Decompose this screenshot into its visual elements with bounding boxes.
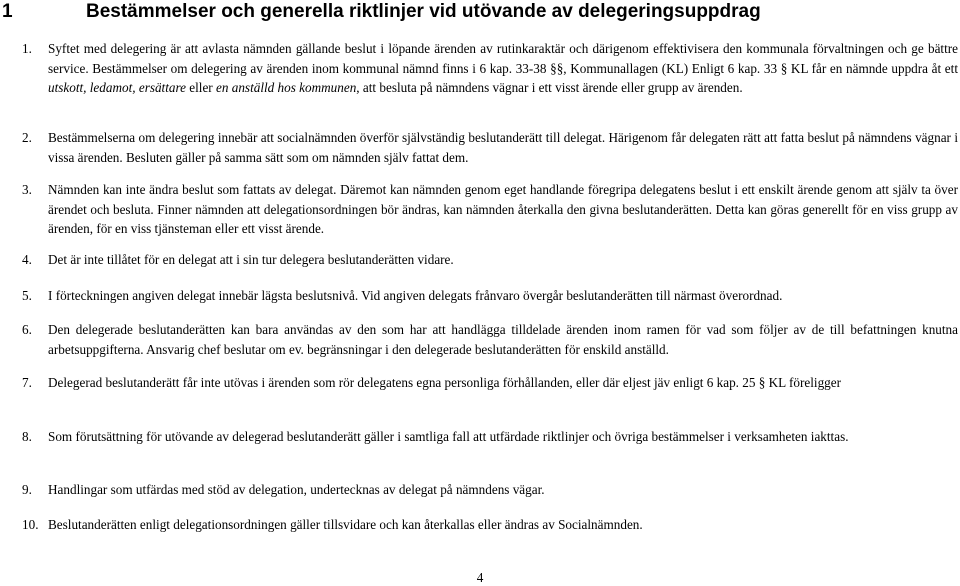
item-number: 10.: [22, 517, 39, 532]
text-run: Den delegerade beslutanderätten kan bara användas av den som har att handlägga tilldelade ärenden inom ramen för vad som följer av de till befattningen knutna arbetsuppgifterna. Ansvarig chef beslutar om ev. begränsningar i den delegerade beslutanderätten för enskild anställd.: [48, 322, 958, 357]
text-run: I förteckningen angiven delegat innebär lägsta beslutsnivå. Vid angiven delegats frånvaro övergår beslutanderätten till närmast överordnad.: [48, 288, 783, 303]
list-item-10: [22, 515, 958, 535]
item-number: 7.: [22, 375, 32, 390]
list-item-6: [22, 320, 958, 359]
item-number: 5.: [22, 288, 32, 303]
list-item-1: [22, 39, 958, 98]
item-text: [48, 39, 958, 98]
section-title: Bestämmelser och generella riktlinjer vid utövande av delegeringsuppdrag: [86, 1, 761, 22]
item-text: [48, 373, 958, 393]
text-run: Syftet med delegering är att avlasta nämnden gällande beslut i löpande ärenden av rutinkaraktär och därigenom effektivisera den kommunala förvaltningen och ge bättre service. Bestämmelser om delegering av ärenden inom kommunal nämnd finns i 6 kap. 33-38 §§, Kommunallagen (KL) Enligt 6 kap. 33 § KL får en nämnde uppdra åt ett: [48, 41, 958, 76]
item-number: 4.: [22, 252, 32, 267]
text-run: Det är inte tillåtet för en delegat att i sin tur delegera beslutanderätten vidare.: [48, 252, 454, 267]
list-item-4: [22, 250, 958, 270]
italic-text-run: en anställd hos kommunen: [216, 80, 357, 95]
item-number: 1.: [22, 41, 32, 56]
list-item-7: [22, 373, 958, 393]
text-run: Delegerad beslutanderätt får inte utövas i ärenden som rör delegatens egna personliga förhållanden, eller där eljest jäv enligt 6 kap. 25 § KL föreligger: [48, 375, 842, 390]
list-item-5: [22, 286, 958, 306]
item-text: [48, 515, 958, 535]
page-number: 4: [476, 570, 484, 585]
item-text: [48, 480, 958, 500]
list-item-3: [22, 180, 958, 239]
item-text: [48, 320, 958, 359]
item-number: 2.: [22, 130, 32, 145]
item-text: [48, 286, 958, 306]
text-run: eller: [185, 80, 216, 95]
text-run: Beslutanderätten enligt delegationsordningen gäller tillsvidare och kan återkallas eller ändras av Socialnämnden.: [48, 517, 643, 532]
list-item-8: [22, 427, 958, 447]
item-number: 3.: [22, 182, 32, 197]
text-run: Nämnden kan inte ändra beslut som fattats av delegat. Däremot kan nämnden genom eget handlande föregripa delegatens beslut i ett enskilt ärende genom att själv ta över ärendet och besluta. Finner nämnden att delegationsordningen bör ändras, kan nämnden återkalla den givna beslutanderätten. Detta kan göras generellt för en viss grupp av ärenden, för en viss tjänsteman eller ett visst ärende.: [48, 182, 958, 236]
item-text: [48, 427, 958, 447]
italic-text-run: utskott, ledamot, ersättare: [48, 80, 186, 95]
list-item-9: [22, 480, 958, 500]
item-text: [48, 250, 958, 270]
text-run: , att besluta på nämndens vägnar i ett visst ärende eller grupp av ärenden.: [356, 80, 743, 95]
item-number: 8.: [22, 429, 32, 444]
item-text: [48, 180, 958, 239]
text-run: Som förutsättning för utövande av delegerad beslutanderätt gäller i samtliga fall att utfärdade riktlinjer och övriga bestämmelser i verksamheten iakttas.: [48, 429, 849, 444]
list-item-2: [22, 128, 958, 167]
item-text: [48, 128, 958, 167]
item-number: 6.: [22, 322, 32, 337]
item-number: 9.: [22, 482, 32, 497]
text-run: Handlingar som utfärdas med stöd av delegation, undertecknas av delegat på nämndens vägar.: [48, 482, 545, 497]
section-number: 1: [2, 1, 13, 22]
text-run: Bestämmelserna om delegering innebär att socialnämnden överför självständig beslutanderätt till delegat. Härigenom får delegaten rätt att fatta beslut på nämndens vägnar i vissa ärenden. Besluten gäller på samma sätt som om nämnden själv fattat dem.: [48, 130, 958, 165]
